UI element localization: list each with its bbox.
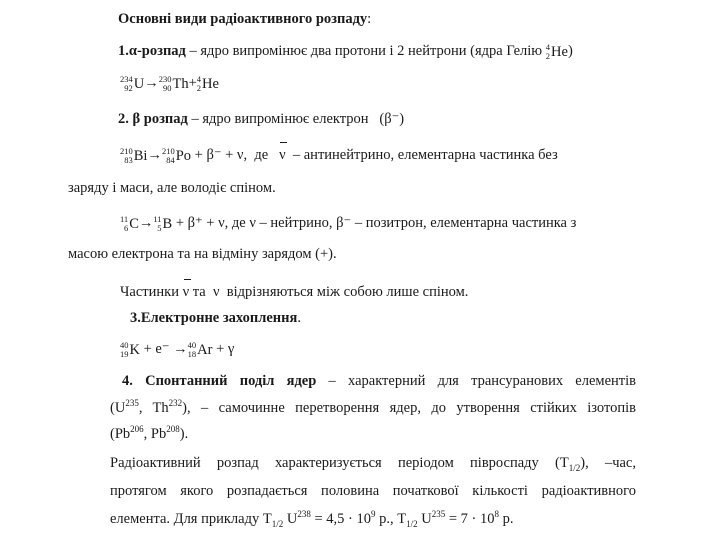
alpha-equation: 234 92 U → 230 90 Th + 4 2 He	[120, 73, 219, 93]
fission-line-1: 4. Спонтанний поділ ядер – характерний для трансуранових елементів	[122, 373, 636, 389]
beta-plus-continuation: масою електрона та на відміну зарядом (+).	[68, 246, 337, 262]
potassium-nuclide: 40 19 K	[120, 339, 140, 359]
halflife-line-1: Радіоактивний розпад характеризується періодом півроспаду $(T_{1/2})$, –час,	[110, 455, 636, 473]
helium-nuclide: 4 2 He	[196, 73, 219, 93]
neutrino-symbol: ν	[212, 284, 220, 300]
beta-minus-equation: 210 83 Bi → 210 84 Po + β⁻ + ν, де ν – антинейтрино, елементарна частинка без	[120, 145, 558, 165]
halflife-line-2: протягом якого розпадається половина початкової кількості радіоактивного	[110, 483, 636, 499]
page-title: Основні види радіоактивного розпаду:	[118, 11, 372, 27]
carbon-nuclide: 11 6 C	[120, 213, 139, 233]
thorium-nuclide: 230 90 Th	[158, 73, 189, 93]
electron-capture-heading: 3.Електронне захоплення.	[130, 310, 301, 326]
boron-nuclide: 11 5 B	[153, 213, 173, 233]
beta-plus-equation: 11 6 C → 11 5 B + β⁺ + ν, де ν – нейтрино, β⁻ – позитрон, елементарна частинка з	[120, 213, 577, 233]
electron-capture-equation: 40 19 K + e⁻ → 40 18 Ar + γ	[120, 339, 235, 359]
arrow: →	[144, 75, 159, 91]
beta-minus-continuation: заряду і маси, але володіє спіном.	[68, 180, 276, 196]
halflife-line-3: елемента. Для прикладу $T_{1/2}$ $U^{238} = 4,5 \cdot 10^9$ р., $T_{1/2}$ $U^{235} = 7 \cdot 10^8$ р.	[110, 509, 514, 529]
beta-decay-line: 2. β розпад – ядро випромінює електрон (β⁻)	[118, 111, 405, 127]
alpha-decay-line: 1.α-розпад – ядро випромінює два протони і 2 нейтрони (ядра Гелію 4 2 He )	[118, 41, 573, 61]
fission-line-3: (Pb$^{206}$, Pb$^{208}$).	[110, 424, 189, 442]
antineutrino-symbol: ν	[182, 284, 190, 300]
uranium-nuclide: 234 92 U	[120, 73, 145, 93]
neutrino-symbol: ν	[249, 215, 256, 231]
polonium-nuclide: 210 84 Po	[161, 145, 192, 165]
antineutrino-symbol: ν	[279, 147, 286, 163]
bismuth-nuclide: 210 83 Bi	[120, 145, 148, 165]
neutrino-difference-line: Частинки ν та ν відрізняються між собою лише спіном.	[120, 284, 469, 300]
helium-nuclide: 4 2 He	[545, 41, 568, 61]
fission-line-2: ($U^{235}$, Th$^{232}$), – самочинне перетворення ядер, до утворення стійких ізотопів	[110, 398, 636, 416]
argon-nuclide: 40 18 Ar	[187, 339, 213, 359]
